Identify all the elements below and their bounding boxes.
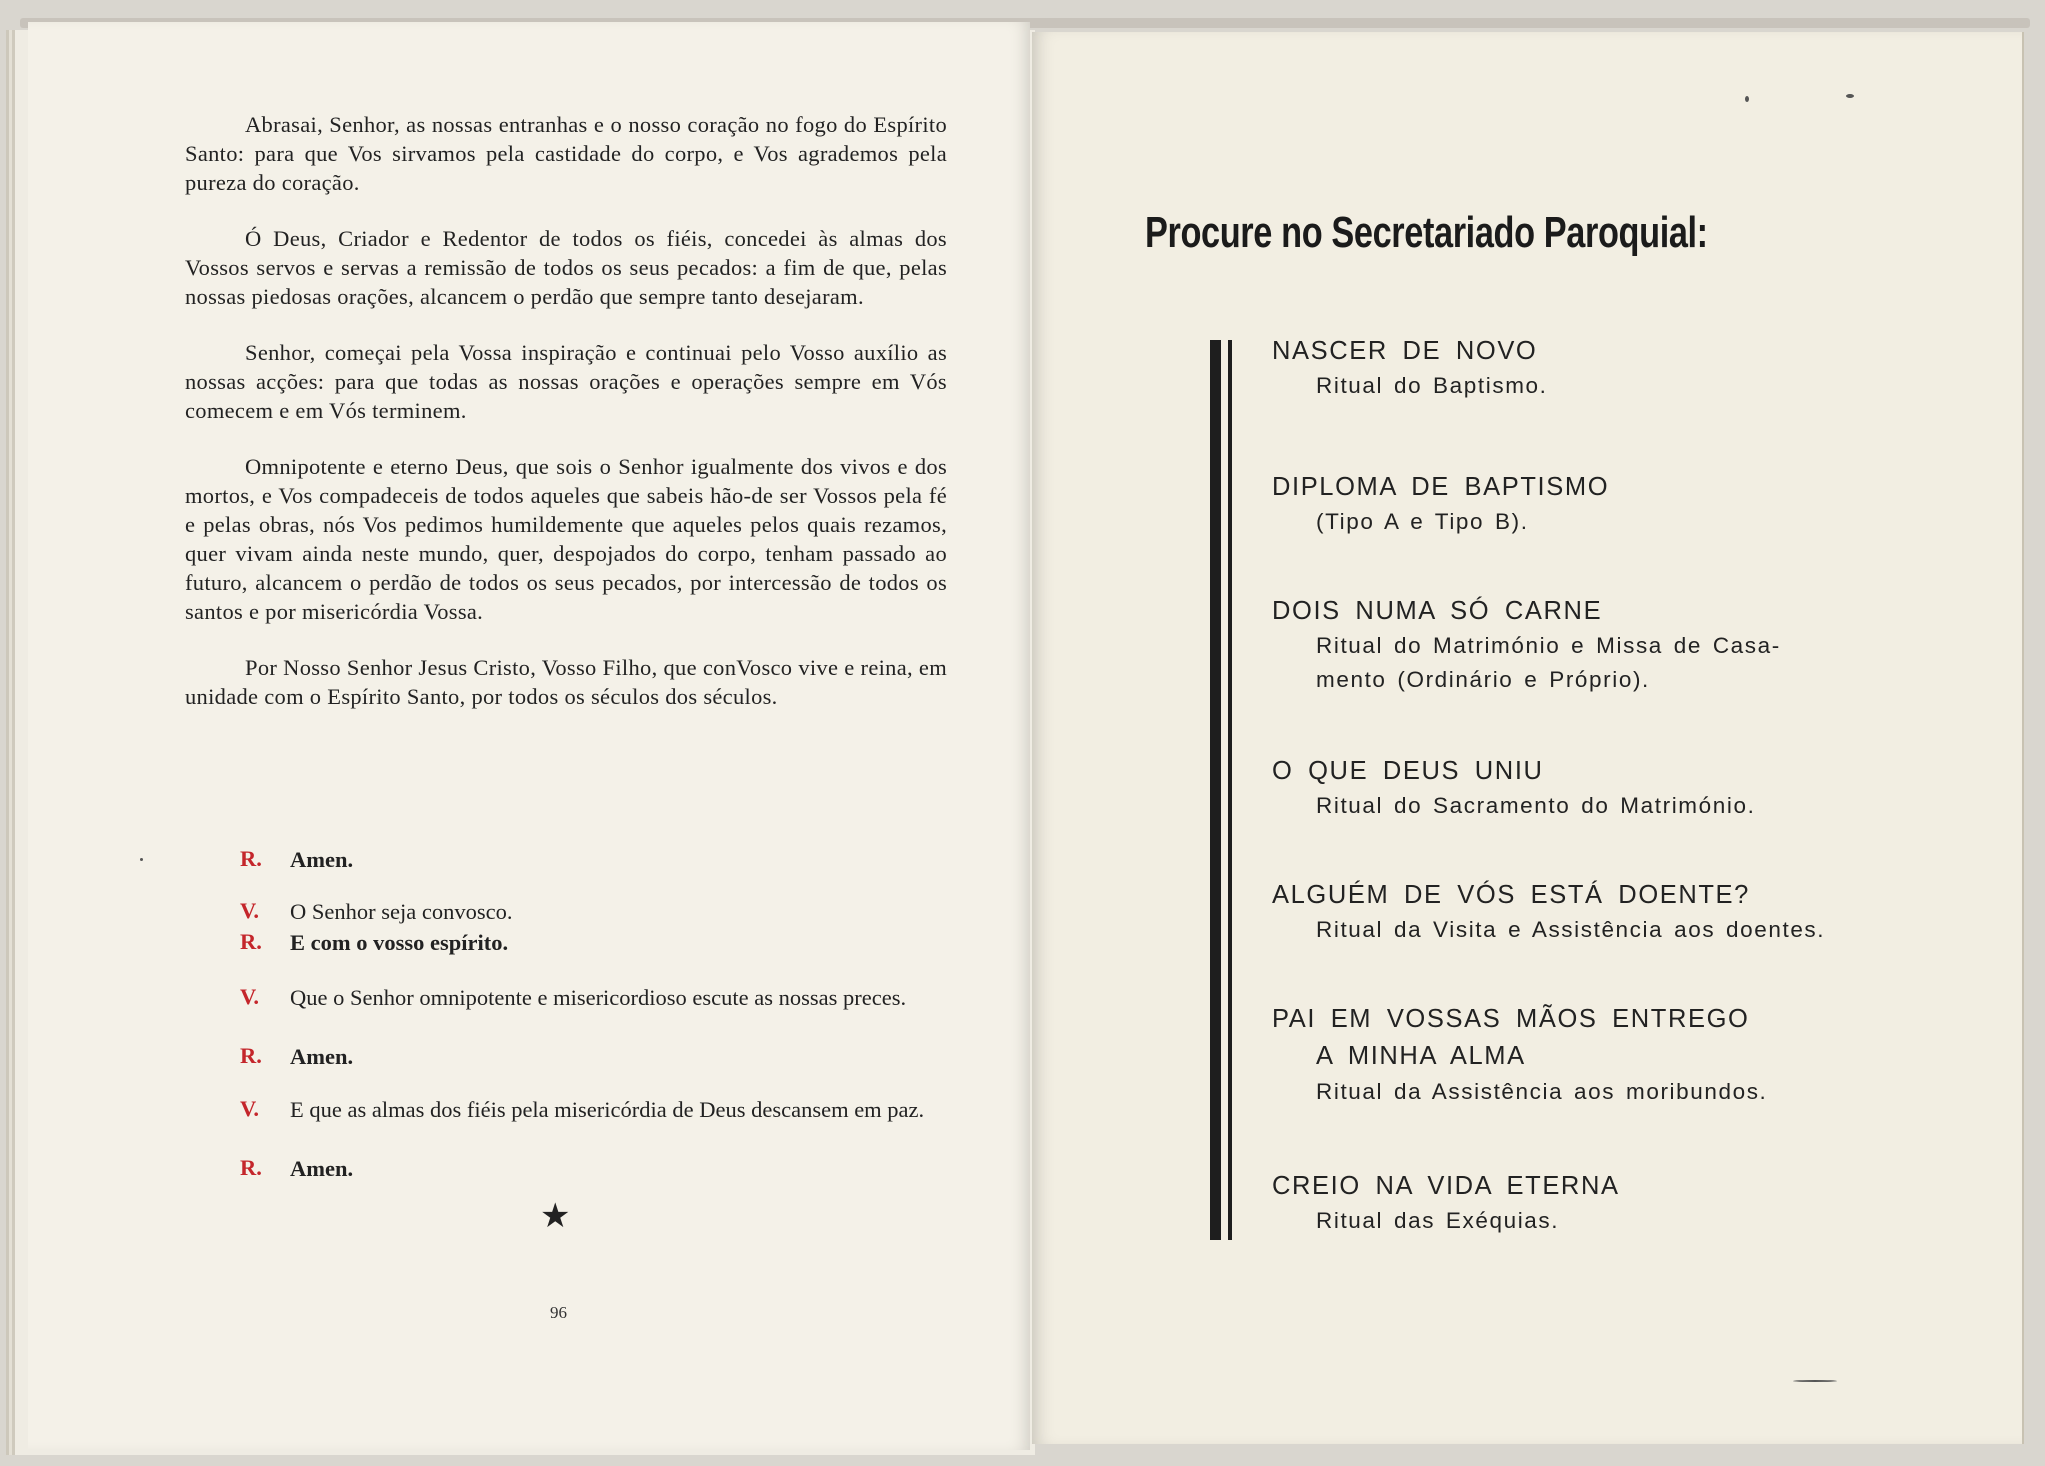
vertical-rule-thin — [1228, 340, 1232, 1240]
page-heading: Procure no Secretariado Paroquial: — [1145, 208, 1708, 257]
publication-title: DIPLOMA DE BAPTISMO — [1272, 473, 1610, 501]
versicle-marker: V. — [240, 984, 259, 1009]
publication-title: O QUE DEUS UNIU — [1272, 757, 1544, 785]
response-line — [240, 898, 988, 925]
response-text: O Senhor seja convosco. — [290, 899, 513, 924]
response-line — [240, 984, 988, 1011]
publication-description: (Tipo A e Tipo B). — [1316, 509, 1529, 534]
publication-description: Ritual do Baptismo. — [1316, 373, 1548, 398]
publication-description: mento (Ordinário e Próprio). — [1316, 667, 1650, 692]
star-ornament: ★ — [540, 1198, 571, 1235]
publication-title: DOIS NUMA SÓ CARNE — [1272, 597, 1603, 625]
publication-description: Ritual das Exéquias. — [1316, 1208, 1560, 1233]
publication-title: NASCER DE NOVO — [1272, 337, 1538, 365]
publication-title: PAI EM VOSSAS MÃOS ENTREGO — [1272, 1005, 1750, 1033]
response-line — [240, 929, 988, 956]
versicle-marker: V. — [240, 898, 259, 923]
response-text: Amen. — [290, 847, 354, 872]
response-line — [240, 846, 988, 873]
prayer-paragraph: Abrasai, Senhor, as nossas entranhas e o nosso coração no fogo do Espírito Santo: para que Vos sirvamos pela castidade do corpo, e Vos agrademos pela pureza do coração. — [185, 112, 947, 195]
prayer-paragraph: Omnipotente e eterno Deus, que sois o Senhor igualmente dos vivos e dos mortos, e Vos compadeceis de todos aqueles que sabeis hão-de ser Vossos pela fé e pelas obras, nós Vos pedimos humildemente que aqueles pelos quais rezamos, quer vivam ainda neste mundo, quer, despojados do corpo, tenham passado ao futuro, alcancem o perdão de todos os seus pecados, por intercessão de todos os santos e por misericórdia Vossa. — [185, 454, 947, 624]
response-line — [240, 1043, 988, 1070]
publication-description: Ritual da Assistência aos moribundos. — [1316, 1079, 1768, 1104]
publication-entry — [1272, 333, 1548, 403]
prayer-text — [185, 110, 947, 738]
response-text: E com o vosso espírito. — [290, 930, 509, 955]
response-text: Amen. — [290, 1044, 354, 1069]
paper-speck — [140, 858, 143, 861]
publication-entry — [1272, 1001, 1767, 1109]
response-marker: R. — [240, 929, 262, 954]
response-line — [240, 1155, 988, 1182]
publication-entry — [1272, 1168, 1620, 1238]
versicle-marker: V. — [240, 1096, 259, 1121]
response-marker: R. — [240, 1043, 262, 1068]
prayer-paragraph: Por Nosso Senhor Jesus Cristo, Vosso Filho, que conVosco vive e reina, em unidade com o Espírito Santo, por todos os séculos dos séculos. — [185, 655, 947, 709]
prayer-paragraph: Ó Deus, Criador e Redentor de todos os fiéis, concedei às almas dos Vossos servos e servas a remissão de todos os seus pecados: a fim de que, pelas nossas piedosas orações, alcancem o perdão que sempre tanto desejaram. — [185, 226, 947, 309]
publication-title: CREIO NA VIDA ETERNA — [1272, 1172, 1620, 1200]
response-text: E que as almas dos fiéis pela misericórdia de Deus descansem em paz. — [290, 1097, 925, 1122]
paper-speck — [1793, 1380, 1837, 1382]
publication-entry — [1272, 753, 1755, 823]
response-marker: R. — [240, 846, 262, 871]
publication-title: ALGUÉM DE VÓS ESTÁ DOENTE? — [1272, 881, 1750, 909]
paper-speck — [1846, 94, 1854, 98]
paper-speck — [1745, 96, 1749, 102]
response-marker: R. — [240, 1155, 262, 1180]
publication-entry — [1272, 593, 1781, 697]
publication-entry — [1272, 877, 1825, 947]
publication-description: Ritual do Matrimónio e Missa de Casa- — [1316, 633, 1781, 658]
page-number: 96 — [550, 1303, 567, 1322]
response-line — [240, 1096, 988, 1123]
publication-title-continued: A MINHA ALMA — [1316, 1042, 1526, 1070]
response-text: Que o Senhor omnipotente e misericordioso escute as nossas preces. — [290, 985, 907, 1010]
publication-description: Ritual do Sacramento do Matrimónio. — [1316, 793, 1756, 818]
response-text: Amen. — [290, 1156, 354, 1181]
publication-entry — [1272, 469, 1609, 539]
publication-description: Ritual da Visita e Assistência aos doentes. — [1316, 917, 1826, 942]
vertical-rule-thick — [1210, 340, 1221, 1240]
prayer-paragraph: Senhor, começai pela Vossa inspiração e continuai pelo Vosso auxílio as nossas acções: para que todas as nossas orações e operações sempre em Vós comecem e em Vós terminem. — [185, 340, 947, 423]
